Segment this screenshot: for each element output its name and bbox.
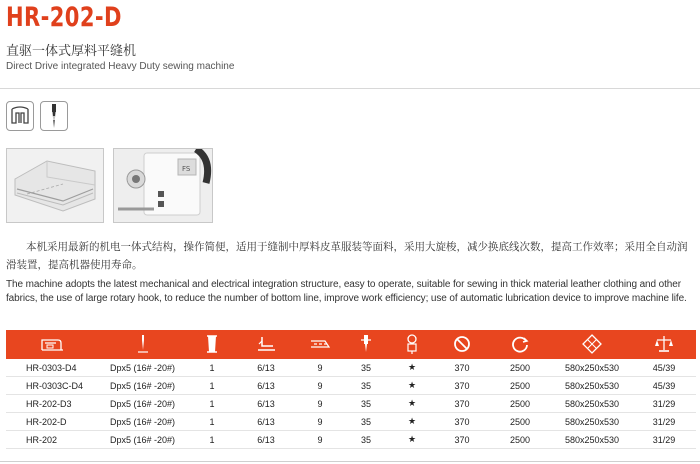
foot-lift-cell: 6/13: [236, 413, 296, 431]
chinese-subtitle: 直驱一体式厚料平缝机: [6, 44, 137, 59]
package-size-icon: [552, 330, 632, 359]
machine-icon: [6, 330, 98, 359]
motor-cell: ★: [388, 377, 436, 395]
foot-lift-cell: 6/13: [236, 377, 296, 395]
needle-icon: [98, 330, 188, 359]
model-cell: HR-202-D: [6, 413, 98, 431]
description-chinese: 本机采用最新的机电一体式结构，操作简便，适用于缝制中厚料皮革服装等面料，采用大旋梭，减少换底线次数，提高工作效率；采用全自动润滑装置，提高机器使用寿命。: [6, 241, 688, 271]
motor-cell: ★: [388, 413, 436, 431]
weight-cell: 31/29: [632, 431, 696, 449]
stitch-length-cell: 9: [296, 395, 344, 413]
header-divider: [0, 88, 700, 89]
needle-count-cell: 1: [188, 359, 236, 377]
foot-lift-cell: 6/13: [236, 359, 296, 377]
needle-count-cell: 1: [188, 395, 236, 413]
needle-cell: Dpx5 (16# -20#): [98, 377, 188, 395]
motor-cell: ★: [388, 395, 436, 413]
hemming-detail-photo: [6, 148, 104, 223]
model-cell: HR-0303-D4: [6, 359, 98, 377]
stitch-length-cell: 9: [296, 431, 344, 449]
needle-count-cell: 1: [188, 377, 236, 395]
needle-cell: Dpx5 (16# -20#): [98, 395, 188, 413]
size-cell: 580x250x530: [552, 431, 632, 449]
needle-count-cell: 1: [188, 413, 236, 431]
motor-cell: ★: [388, 359, 436, 377]
foot-lift-cell: 6/13: [236, 395, 296, 413]
no-sign-icon: [436, 330, 488, 359]
english-subtitle: Direct Drive integrated Heavy Duty sewing machine: [6, 61, 235, 72]
thread-spool-icon: [188, 330, 236, 359]
power-cell: 370: [436, 413, 488, 431]
description-english: The machine adopts the latest mechanical and electrical integration structure, easy to operate, suitable for sewing in thick material leather clothing and other fabrics, the use of large rotary hook, to reduce the number of bottom line, improve work efficiency; use of automatic lubrication device to improve machine life.: [6, 279, 687, 304]
stitch-length-cell: 9: [296, 377, 344, 395]
foot-lift-cell: 6/13: [236, 431, 296, 449]
table-row: [6, 359, 696, 377]
power-cell: 370: [436, 431, 488, 449]
spec-header-row: [6, 330, 696, 359]
walking-foot-icon: [6, 101, 34, 131]
needle-cell: Dpx5 (16# -20#): [98, 413, 188, 431]
speed-cell: 2500: [488, 395, 552, 413]
presser-foot-icon: [236, 330, 296, 359]
speed-cell: 2500: [488, 377, 552, 395]
table-row: [6, 395, 696, 413]
weight-cell: 45/39: [632, 359, 696, 377]
needle-cell: Dpx5 (16# -20#): [98, 431, 188, 449]
weight-icon: [632, 330, 696, 359]
needle-bar-icon: [344, 330, 388, 359]
power-cell: 370: [436, 377, 488, 395]
size-cell: 580x250x530: [552, 359, 632, 377]
needle-bar-cell: 35: [344, 359, 388, 377]
size-cell: 580x250x530: [552, 377, 632, 395]
svg-text:FS: FS: [182, 165, 191, 173]
size-cell: 580x250x530: [552, 413, 632, 431]
stitch-length-cell: 9: [296, 359, 344, 377]
model-cell: HR-202: [6, 431, 98, 449]
speed-cell: 2500: [488, 359, 552, 377]
spec-table: [6, 330, 696, 449]
needle-count-cell: 1: [188, 431, 236, 449]
model-title: HR-202-D: [6, 2, 122, 33]
size-cell: 580x250x530: [552, 395, 632, 413]
power-cell: 370: [436, 395, 488, 413]
machine-head-photo: [113, 148, 213, 223]
footer-divider: [0, 461, 700, 462]
speed-icon: [488, 330, 552, 359]
needle-bar-cell: 35: [344, 377, 388, 395]
needle-bar-cell: 35: [344, 413, 388, 431]
table-row: [6, 413, 696, 431]
weight-cell: 31/29: [632, 413, 696, 431]
table-row: [6, 377, 696, 395]
motor-icon: [388, 330, 436, 359]
model-cell: HR-202-D3: [6, 395, 98, 413]
power-cell: 370: [436, 359, 488, 377]
stitch-length-icon: [296, 330, 344, 359]
needle-bar-cell: 35: [344, 395, 388, 413]
needle-cell: Dpx5 (16# -20#): [98, 359, 188, 377]
motor-cell: ★: [388, 431, 436, 449]
stitch-length-cell: 9: [296, 413, 344, 431]
model-cell: HR-0303C-D4: [6, 377, 98, 395]
needle-bar-cell: 35: [344, 431, 388, 449]
weight-cell: 31/29: [632, 395, 696, 413]
table-row: [6, 431, 696, 449]
speed-cell: 2500: [488, 431, 552, 449]
needle-icon: [40, 101, 68, 131]
speed-cell: 2500: [488, 413, 552, 431]
weight-cell: 45/39: [632, 377, 696, 395]
